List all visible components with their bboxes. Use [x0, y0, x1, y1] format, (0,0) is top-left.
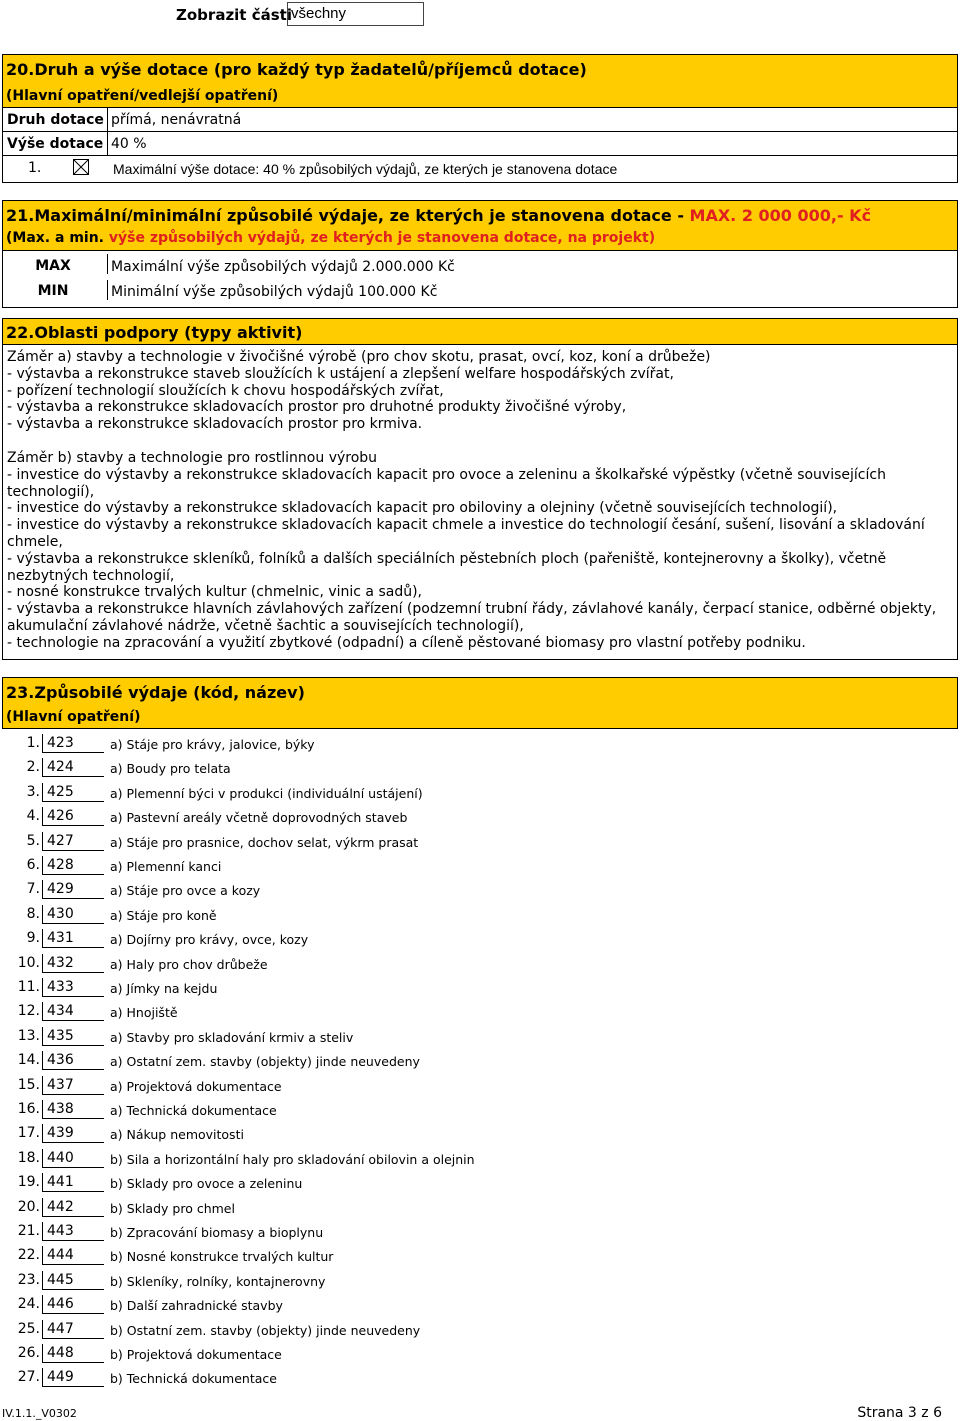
expense-item	[0, 1195, 960, 1219]
subsidy-type-value: přímá, nenávratná	[111, 112, 242, 128]
expense-item-name: b) Nosné konstrukce trvalých kultur	[110, 1249, 334, 1265]
expense-item-name: b) Sila a horizontální haly pro skladování obilovin a olejnin	[110, 1151, 475, 1167]
expense-item-name: a) Haly pro chov drůbeže	[110, 956, 268, 972]
expense-item-code: 449	[42, 1368, 104, 1387]
expense-item-code: 443	[42, 1222, 104, 1241]
expense-item-code: 445	[42, 1271, 104, 1290]
page-number: Strana 3 z 6	[857, 1405, 942, 1421]
expense-item-code: 431	[42, 929, 104, 948]
min-max-table	[2, 250, 958, 308]
expense-item	[0, 1048, 960, 1072]
expense-item-number: 12.	[17, 1003, 40, 1020]
text-line: technologií),	[7, 483, 95, 500]
expense-item-name: a) Dojírny pro krávy, ovce, kozy	[110, 932, 309, 948]
text-line: Záměr a) stavby a technologie v živočišné výrobě (pro chov skotu, prasat, ovcí, koz, koní a drůbeže)	[7, 349, 711, 365]
section-22-title: 22.Oblasti podpory (typy aktivit)	[6, 323, 303, 342]
expense-item	[0, 1024, 960, 1048]
expense-item-code: 433	[42, 978, 104, 997]
expense-item-code: 441	[42, 1173, 104, 1192]
expense-item-code: 442	[42, 1198, 104, 1217]
expense-item-number: 1.	[26, 735, 40, 751]
expense-item-name: a) Plemenní kanci	[110, 859, 222, 874]
expense-item	[0, 902, 960, 926]
section-20-subtitle: (Hlavní opatření/vedlejší opatření)	[6, 88, 279, 104]
expense-item	[0, 1268, 960, 1292]
expense-item-number: 10.	[17, 954, 40, 971]
expense-item-code: 439	[42, 1124, 104, 1143]
expense-item-number: 13.	[17, 1027, 40, 1044]
expense-item-name: a) Jímky na kejdu	[110, 981, 218, 996]
expense-item-code: 426	[42, 807, 104, 826]
expense-item-code: 435	[42, 1027, 104, 1046]
section-20-header	[2, 54, 958, 108]
expense-item-name: a) Stáje pro prasnice, dochov selat, výkrm prasat	[110, 834, 419, 850]
expense-item-number: 21.	[17, 1223, 40, 1239]
expense-item	[0, 829, 960, 853]
expense-item-number: 3.	[26, 783, 40, 800]
expense-item-number: 18.	[17, 1149, 40, 1166]
expense-item-name: a) Nákup nemovitosti	[110, 1127, 244, 1143]
text-line: - výstavba a rekonstrukce skladovacích prostor pro krmiva.	[7, 416, 423, 433]
section-21-title: 21.Maximální/minimální způsobilé výdaje, ze kterých je stanovena dotace - MAX. 2 000 000,- Kč	[6, 206, 872, 225]
expense-item-name: b) Ostatní zem. stavby (objekty) jinde neuvedeny	[110, 1322, 421, 1338]
text-line: - výstavba a rekonstrukce skleníků, folníků a dalších speciálních pěstebních ploch (pařeniště, kontejnerovny a školky), včetně	[7, 550, 887, 567]
expense-item	[0, 731, 960, 755]
expense-item-number: 19.	[17, 1174, 40, 1191]
project-b-paragraph	[7, 450, 953, 652]
expense-item-number: 24.	[17, 1296, 40, 1313]
expense-item-code: 430	[42, 905, 104, 924]
expense-item	[0, 1146, 960, 1170]
expense-item	[0, 1097, 960, 1121]
text-line: - technologie na zpracování a využití zbytkové (odpadní) a cíleně pěstované biomasy pro vlastní potřeby podniku.	[7, 634, 806, 651]
eligible-expenses-list	[0, 731, 960, 1391]
text-line: - výstavba a rekonstrukce hlavních závlahových zařízení (podzemní trubní řády, závlahové kanály, čerpací stanice, odběrné objekty,	[7, 601, 937, 618]
expense-item-name: b) Sklady pro ovoce a zeleninu	[110, 1176, 303, 1192]
checkbox-checked-icon[interactable]	[73, 159, 89, 179]
expense-item-name: a) Plemenní býci v produkci (individuální ustájení)	[110, 785, 423, 801]
expense-item	[0, 780, 960, 804]
text-line: Záměr b) stavby a technologie pro rostlinnou výrobu	[7, 449, 378, 466]
text-line: - investice do výstavby a rekonstrukce skladovacích kapacit chmele a investice do technologií česání, sušení, lisování a skladování	[7, 517, 925, 534]
expense-item	[0, 1317, 960, 1341]
expense-item-number: 6.	[26, 857, 40, 873]
expense-item-name: a) Pastevní areály včetně doprovodných staveb	[110, 810, 408, 826]
expense-item-code: 440	[42, 1149, 104, 1168]
expense-item-code: 432	[42, 954, 104, 973]
expense-item-code: 423	[42, 734, 104, 753]
expense-item-code: 446	[42, 1295, 104, 1314]
expense-item	[0, 1170, 960, 1194]
expense-item-number: 22.	[17, 1247, 40, 1264]
expense-item-number: 17.	[17, 1125, 40, 1142]
expense-item-number: 5.	[26, 832, 40, 849]
expense-item-code: 427	[42, 832, 104, 851]
expense-item-number: 7.	[26, 881, 40, 898]
expense-item-number: 20.	[17, 1198, 40, 1215]
section-22-header	[2, 318, 958, 345]
max-label: MAX	[35, 258, 71, 274]
expense-item-number: 16.	[17, 1101, 40, 1117]
max-value: Maximální výše způsobilých výdajů 2.000.000 Kč	[111, 259, 455, 275]
expense-item	[0, 926, 960, 950]
section-20-title: 20.Druh a výše dotace (pro každý typ žadatelů/příjemců dotace)	[6, 60, 587, 79]
expense-item-name: b) Technická dokumentace	[110, 1371, 277, 1387]
section-23-header	[2, 677, 958, 729]
expense-item	[0, 1219, 960, 1243]
text-line: - pořízení technologií sloužících k chovu hospodářských zvířat,	[7, 382, 444, 399]
expense-item	[0, 999, 960, 1023]
expense-item	[0, 975, 960, 999]
expense-item-code: 436	[42, 1051, 104, 1070]
expense-item	[0, 1243, 960, 1267]
expense-item-name: a) Boudy pro telata	[110, 761, 231, 777]
expense-item-name: a) Hnojiště	[110, 1005, 178, 1021]
expense-item-name: a) Stáje pro ovce a kozy	[110, 883, 261, 899]
section-23-subtitle: (Hlavní opatření)	[6, 709, 141, 725]
expense-item-code: 438	[42, 1100, 104, 1119]
expense-item-code: 444	[42, 1246, 104, 1265]
expense-item-number: 11.	[17, 979, 40, 995]
expense-item-number: 15.	[17, 1076, 40, 1093]
expense-item	[0, 804, 960, 828]
subsidy-type-row	[2, 108, 958, 132]
expense-item	[0, 853, 960, 877]
section-23-title: 23.Způsobilé výdaje (kód, název)	[6, 683, 305, 702]
expense-item-number: 4.	[26, 808, 40, 825]
expense-item-code: 424	[42, 758, 104, 777]
expense-item	[0, 1365, 960, 1389]
expense-item-number: 2.	[26, 759, 40, 776]
text-line: - nosné konstrukce trvalých kultur (chmelnic, vinic a sadů),	[7, 584, 423, 601]
expense-item	[0, 1073, 960, 1097]
filter-label: Zobrazit části	[176, 6, 292, 24]
expense-item-code: 447	[42, 1320, 104, 1339]
text-line: - výstavba a rekonstrukce skladovacích prostor pro druhotné produkty živočišné výroby,	[7, 399, 627, 416]
expense-item-name: b) Sklady pro chmel	[110, 1200, 235, 1216]
expense-item-code: 429	[42, 880, 104, 899]
subsidy-amount-row	[2, 132, 958, 156]
project-a-paragraph	[7, 349, 953, 433]
expense-item-name: b) Projektová dokumentace	[110, 1347, 282, 1362]
text-line: chmele,	[7, 533, 63, 550]
text-line: - investice do výstavby a rekonstrukce skladovacích kapacit pro ovoce a zeleninu a školkařské výpěstky (včetně souvisejících	[7, 466, 886, 483]
filter-select[interactable]: všechny	[287, 2, 424, 26]
max-amount-highlight: MAX. 2 000 000,- Kč	[689, 206, 872, 225]
expense-item-name: a) Projektová dokumentace	[110, 1078, 282, 1094]
expense-item-name: b) Další zahradnické stavby	[110, 1298, 283, 1314]
section-21-subheader	[2, 227, 958, 251]
expense-item	[0, 1121, 960, 1145]
expense-item-name: a) Technická dokumentace	[110, 1103, 277, 1118]
text-line: akumulační závlahové nádrže, včetně šachtic a souvisejících technologií),	[7, 617, 524, 634]
expense-item	[0, 1341, 960, 1365]
expense-item-code: 437	[42, 1076, 104, 1095]
expense-item-name: a) Stáje pro koně	[110, 907, 217, 923]
expense-item-number: 8.	[26, 905, 40, 922]
form-code: IV.1.1._V0302	[2, 1407, 77, 1420]
subsidy-type-key: Druh dotace	[7, 112, 104, 128]
subsidy-amount-key: Výše dotace	[7, 136, 104, 152]
min-value: Minimální výše způsobilých výdajů 100.000 Kč	[111, 284, 438, 300]
expense-item-name: a) Stavby pro skladování krmiv a steliv	[110, 1029, 354, 1045]
subsidy-item-row	[2, 156, 958, 183]
expense-item-number: 26.	[17, 1345, 40, 1361]
subsidy-amount-value: 40 %	[111, 136, 147, 152]
support-areas-text	[2, 344, 958, 660]
expense-item-code: 428	[42, 856, 104, 875]
text-line: - investice do výstavby a rekonstrukce skladovacích kapacit pro obiloviny a olejniny (včetně souvisejících technologií),	[7, 500, 838, 517]
subsidy-item-number: 1.	[28, 160, 42, 176]
expense-item	[0, 877, 960, 901]
expense-item	[0, 1292, 960, 1316]
expense-item-number: 14.	[17, 1052, 40, 1069]
expense-item	[0, 755, 960, 779]
expense-item-code: 434	[42, 1002, 104, 1021]
expense-item-number: 25.	[17, 1320, 40, 1337]
expense-item	[0, 951, 960, 975]
expense-item-number: 23.	[17, 1271, 40, 1288]
text-line: - výstavba a rekonstrukce staveb sloužících k ustájení a zlepšení welfare hospodářských zvířat,	[7, 365, 674, 382]
expense-item-name: b) Zpracování biomasy a bioplynu	[110, 1225, 324, 1240]
subsidy-item-text: Maximální výše dotace: 40 % způsobilých výdajů, ze kterých je stanovena dotace	[113, 161, 618, 177]
expense-item-name: a) Stáje pro krávy, jalovice, býky	[110, 737, 315, 752]
section-21-header	[2, 200, 958, 228]
min-label: MIN	[37, 283, 69, 299]
expense-item-code: 448	[42, 1344, 104, 1363]
expense-item-code: 425	[42, 783, 104, 802]
expense-item-name: a) Ostatní zem. stavby (objekty) jinde neuvedeny	[110, 1054, 420, 1070]
expense-item-number: 27.	[17, 1369, 40, 1386]
expense-item-name: b) Skleníky, rolníky, kontajnerovny	[110, 1273, 326, 1289]
section-21-subtitle: (Max. a min. výše způsobilých výdajů, ze kterých je stanovena dotace, na projekt)	[6, 230, 656, 246]
text-line: nezbytných technologií,	[7, 567, 175, 584]
expense-item-number: 9.	[26, 930, 40, 947]
